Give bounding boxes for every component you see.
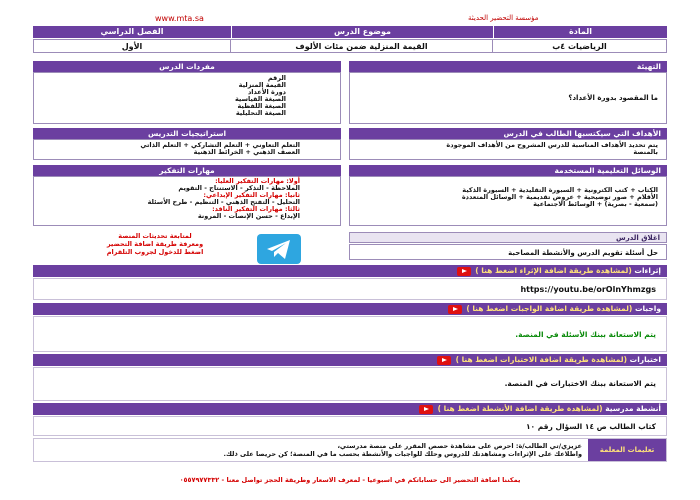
thinking-heading: ثانيا: مهارات التفكير الإبداعي: bbox=[203, 191, 300, 199]
term-label: الفصل الدراسي bbox=[100, 27, 164, 36]
strategies-title: استراتيجيات التدريس bbox=[33, 128, 341, 139]
activity-label: أنشطة مدرسية bbox=[605, 404, 661, 413]
activity-link[interactable]: (لمشاهدة طريقة اضافة الأنشطة اضغط هنا ) bbox=[437, 404, 603, 413]
homework-bar bbox=[33, 303, 667, 315]
strategies-line: التعلم التعاوني + التعلم التشاركي + التعلم الذاتي bbox=[140, 141, 300, 149]
vocab-item: الرقم bbox=[267, 74, 286, 82]
closure-box bbox=[349, 244, 667, 260]
tests-link[interactable]: (لمشاهدة طريقة اضافة الاختبارات اضغط هنا ) bbox=[455, 355, 628, 364]
subject-label: المادة bbox=[493, 26, 667, 38]
teacher-line: واطلاعك على الإثراءات ومشاهدتك للدروس وحلك للواجبات والأنشطة بحسب ما في المنصة؛ كن حريصا على ذلك. bbox=[223, 450, 582, 458]
thinking-heading: أولا: مهارات التفكير العليا: bbox=[215, 177, 300, 185]
org-name: مؤسسة التحضير الحديثة bbox=[468, 14, 539, 22]
vocab-item: القيمة المنزلية bbox=[238, 81, 286, 89]
teacher-box bbox=[33, 438, 667, 462]
vocab-item: دورة الأعداد bbox=[247, 88, 286, 96]
teacher-line: عزيزي/تي الطالب/ة: احرص على مشاهدة حصص المقرر على منصة مدرستي، bbox=[337, 442, 582, 450]
teacher-text bbox=[224, 442, 583, 458]
aids-line: (سمعية - بصرية) + الوسائط الاجتماعية bbox=[533, 200, 658, 208]
vocab-item: الصيغة القياسية bbox=[234, 95, 286, 103]
site-url[interactable]: www.mta.sa bbox=[155, 14, 204, 23]
enrichment-label: إثراءات bbox=[634, 266, 661, 275]
youtube-icon[interactable] bbox=[457, 267, 471, 276]
closure-title: اغلاق الدرس bbox=[616, 234, 660, 242]
homework-link[interactable]: (لمشاهدة طريقة اضافة الواجبات اضغط هنا ) bbox=[466, 304, 633, 313]
objectives-title: الأهداف التي سيكتسبها الطالب في الدرس bbox=[349, 128, 667, 139]
thinking-box bbox=[33, 176, 341, 226]
telegram-line: لمتابعة تحديثات المنصة bbox=[118, 232, 192, 240]
thinking-heading: ثالثا: مهارات التفكير الناقد: bbox=[212, 205, 300, 213]
closure-title-box bbox=[349, 232, 667, 243]
objectives-line: بالمنصة bbox=[633, 148, 658, 156]
thinking-line: التحليل - التفتح الذهني - التنظيم - طرح الأسئلة bbox=[147, 198, 300, 206]
tests-box bbox=[33, 367, 667, 401]
info-table-header bbox=[33, 26, 667, 38]
aids-line: الكتاب + كتب الكترونية + السبورة التقليدية + السبورة الذكية bbox=[462, 186, 658, 194]
footer-text[interactable]: يمكننا اضافة التحضير الى حساباتكم في اسبوعيا - لمعرف الاسعار وطريقة الحجز تواصل معنا - ٠٥٥٧٩٧٧٣٣٢ bbox=[179, 476, 521, 484]
aids-line: الأقلام + صور توضيحية + عروض تقديمية + الوسائل المتعددة bbox=[461, 193, 658, 201]
youtube-icon[interactable] bbox=[419, 405, 433, 414]
vocab-box bbox=[33, 72, 341, 124]
vocab-item: الصيغة التحليلية bbox=[235, 109, 286, 117]
telegram-promo[interactable] bbox=[80, 232, 230, 266]
enrichment-url[interactable]: https://youtu.be/orOlnYhmzgs bbox=[520, 285, 656, 294]
tests-text: يتم الاستعانة ببنك الاختبارات في المنصة. bbox=[504, 379, 656, 388]
thinking-line: الإبداع - حسن الإنصات - المرونة bbox=[197, 212, 300, 220]
tests-bar bbox=[33, 354, 667, 366]
closure-text: حل أسئلة تقويم الدرس والأنشطة المصاحبة bbox=[508, 249, 658, 257]
objectives-line: يتم تحديد الأهداف المناسبة للدرس المشروح من الأهداف الموجودة bbox=[446, 141, 658, 149]
telegram-icon[interactable] bbox=[257, 234, 301, 264]
homework-box bbox=[33, 316, 667, 352]
strategies-line: العصف الذهني + الخرائط الذهنية bbox=[193, 148, 300, 156]
aids-title: الوسائل التعليمية المستخدمة bbox=[349, 165, 667, 176]
objectives-box bbox=[349, 139, 667, 160]
topic-value: القيمة المنزلية ضمن مئات الألوف bbox=[230, 40, 492, 52]
warmup-box bbox=[349, 72, 667, 124]
tests-label: اختبارات bbox=[629, 355, 661, 364]
thinking-title: مهارات التفكير bbox=[33, 165, 341, 176]
telegram-line: ومعرفة طريقة اضافة التحضير bbox=[106, 240, 204, 248]
vocab-title: مفردات الدرس bbox=[33, 61, 341, 72]
activity-box bbox=[33, 416, 667, 436]
telegram-line: اضغط للدخول لجروب التلقرام bbox=[106, 248, 204, 256]
activity-bar bbox=[33, 403, 667, 415]
homework-text: يتم الاستعانة ببنك الأسئلة في المنصة. bbox=[515, 330, 656, 339]
topic-label: موضوع الدرس bbox=[231, 26, 493, 38]
vocab-item: الصيغة اللفظية bbox=[237, 102, 286, 110]
warmup-title: التهيئة bbox=[349, 61, 667, 72]
youtube-icon[interactable] bbox=[448, 305, 462, 314]
enrichment-link[interactable]: (لمشاهدة طريقة اضافة الإثراء اضغط هنا ) bbox=[475, 266, 632, 275]
homework-label: واجبات bbox=[634, 304, 661, 313]
thinking-line: الملاحظة - التذكر - الاستنتاج - التقويم bbox=[178, 184, 300, 192]
enrichment-bar bbox=[33, 265, 667, 277]
term-value: الأول bbox=[121, 42, 143, 51]
strategies-box bbox=[33, 139, 341, 160]
activity-text: كتاب الطالب ص ١٤ السؤال رقم ١٠ bbox=[525, 422, 656, 431]
teacher-label: تعليمات المعلمة bbox=[588, 439, 666, 461]
subject-value: الرياضيات ٤ب bbox=[492, 40, 666, 52]
warmup-text: ما المقصود بدورة الأعداد؟ bbox=[568, 94, 658, 102]
youtube-icon[interactable] bbox=[437, 356, 451, 365]
enrichment-box bbox=[33, 278, 667, 300]
info-table-values bbox=[33, 39, 667, 53]
aids-box bbox=[349, 176, 667, 226]
